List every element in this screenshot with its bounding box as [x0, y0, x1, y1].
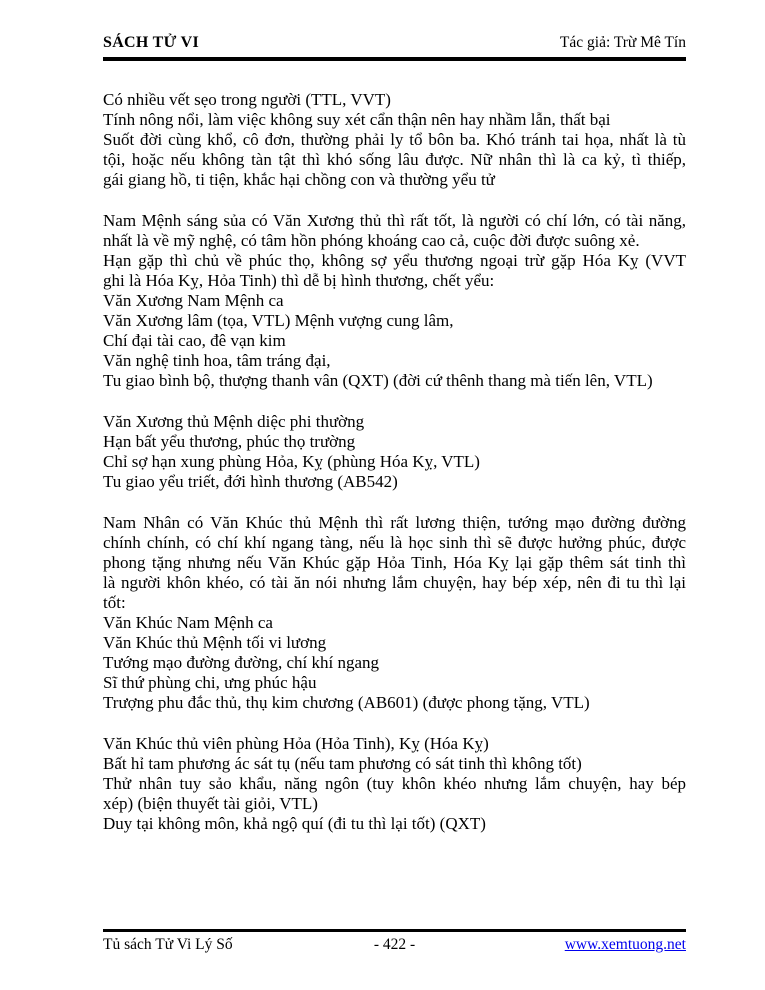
text-line: là người khôn khéo, có tài ăn nói nhưng lắm chuyện, hay bép xép, nên đi tu thì lại — [103, 573, 686, 592]
text-line: Hạn bất yểu thương, phúc thọ trường — [103, 432, 356, 451]
paragraph-van-xuong — [103, 211, 686, 391]
text-line: nhất là về mỹ nghệ, có tâm hồn phóng khoáng cao cả, cuộc đời được suông xẻ. — [103, 231, 640, 250]
text-line: Sĩ thứ phùng chi, ưng phúc hậu — [103, 673, 317, 692]
text-line: Văn Xương thủ Mệnh diệc phi thường — [103, 412, 365, 431]
page-body — [103, 90, 686, 855]
text-line: Bất hỉ tam phương ác sát tụ (nếu tam phương có sát tinh thì không tốt) — [103, 754, 582, 773]
text-line: Hạn gặp thì chủ về phúc thọ, không sợ yểu thương ngoại trừ gặp Hóa Kỵ (VVT — [103, 251, 686, 270]
book-title: SÁCH TỬ VI — [103, 34, 200, 51]
text-line: chính chính, có chí khí ngang tàng, nếu là học sinh thì sẽ được hưởng phúc, được — [103, 533, 686, 552]
paragraph-scars — [103, 90, 686, 190]
text-line: Tướng mạo đường đường, chí khí ngang — [103, 653, 380, 672]
text-line: Tu giao bình bộ, thượng thanh vân (QXT) (đời cứ thênh thang mà tiến lên, VTL) — [103, 371, 653, 390]
text-line: Tu giao yểu triết, đới hình thương (AB542) — [103, 472, 398, 491]
text-line: Nam Mệnh sáng sủa có Văn Xương thủ thì rất tốt, là người có chí lớn, có tài năng, — [103, 211, 686, 230]
text-line: phong tặng nhưng nếu Văn Khúc gặp Hỏa Tinh, Hóa Kỵ lại gặp thêm sát tinh thì — [103, 553, 686, 572]
text-line: Có nhiều vết sẹo trong người (TTL, VVT) — [103, 90, 391, 109]
text-line: Thử nhân tuy sảo khẩu, năng ngôn (tuy khôn khéo nhưng lắm chuyện, hay bép — [103, 774, 686, 793]
paragraph-van-xuong-verse — [103, 412, 686, 492]
paragraph-van-khuc-verse — [103, 734, 686, 834]
author-credit: Tác giả: Trừ Mê Tín — [559, 34, 686, 51]
text-line: Văn Xương Nam Mệnh ca — [103, 291, 284, 310]
text-line: Văn Khúc thủ viên phùng Hỏa (Hỏa Tinh), Kỵ (Hóa Kỵ) — [103, 734, 489, 753]
footer-page-number: - 422 - — [373, 936, 416, 953]
text-line: Duy tại không môn, khả ngộ quí (đi tu thì lại tốt) (QXT) — [103, 814, 486, 833]
text-line: ghi là Hóa Kỵ, Hỏa Tinh) thì dễ bị hình thương, chết yểu: — [103, 271, 495, 290]
text-line: Chỉ sợ hạn xung phùng Hỏa, Kỵ (phùng Hóa Kỵ, VTL) — [103, 452, 480, 471]
text-line: gái giang hồ, ti tiện, khắc hại chồng con và thường yểu tử — [103, 170, 495, 189]
text-line: Tính nông nổi, làm việc không suy xét cẩn thận nên hay nhầm lẫn, thất bại — [103, 110, 611, 129]
text-line: Trượng phu đắc thủ, thụ kim chương (AB601) (được phong tặng, VTL) — [103, 693, 590, 712]
text-line: Văn nghệ tinh hoa, tâm tráng đại, — [103, 351, 331, 370]
text-line: tốt: — [103, 593, 126, 612]
footer-series-title: Tủ sách Tử Vi Lý Số — [103, 936, 233, 953]
paragraph-van-khuc — [103, 513, 686, 713]
text-line: tội, hoặc nếu không tàn tật thì khó sống lâu được. Nữ nhân thì là ca kỷ, tì thiếp, — [103, 150, 686, 169]
text-line: xép) (biện thuyết tài giỏi, VTL) — [103, 794, 318, 813]
text-line: Văn Xương lâm (tọa, VTL) Mệnh vượng cung lâm, — [103, 311, 454, 330]
text-line: Suốt đời cùng khổ, cô đơn, thường phải ly tổ bôn ba. Khó tránh tai họa, nhất là tù — [103, 130, 686, 149]
page-header — [103, 34, 686, 61]
page-footer — [103, 929, 686, 954]
text-line: Nam Nhân có Văn Khúc thủ Mệnh thì rất lương thiện, tướng mạo đường đường — [103, 513, 686, 532]
text-line: Văn Khúc Nam Mệnh ca — [103, 613, 273, 632]
text-line: Chí đại tài cao, đê vạn kim — [103, 331, 286, 350]
text-line: Văn Khúc thủ Mệnh tối vi lương — [103, 633, 327, 652]
footer-website-link[interactable]: www.xemtuong.net — [564, 936, 686, 953]
